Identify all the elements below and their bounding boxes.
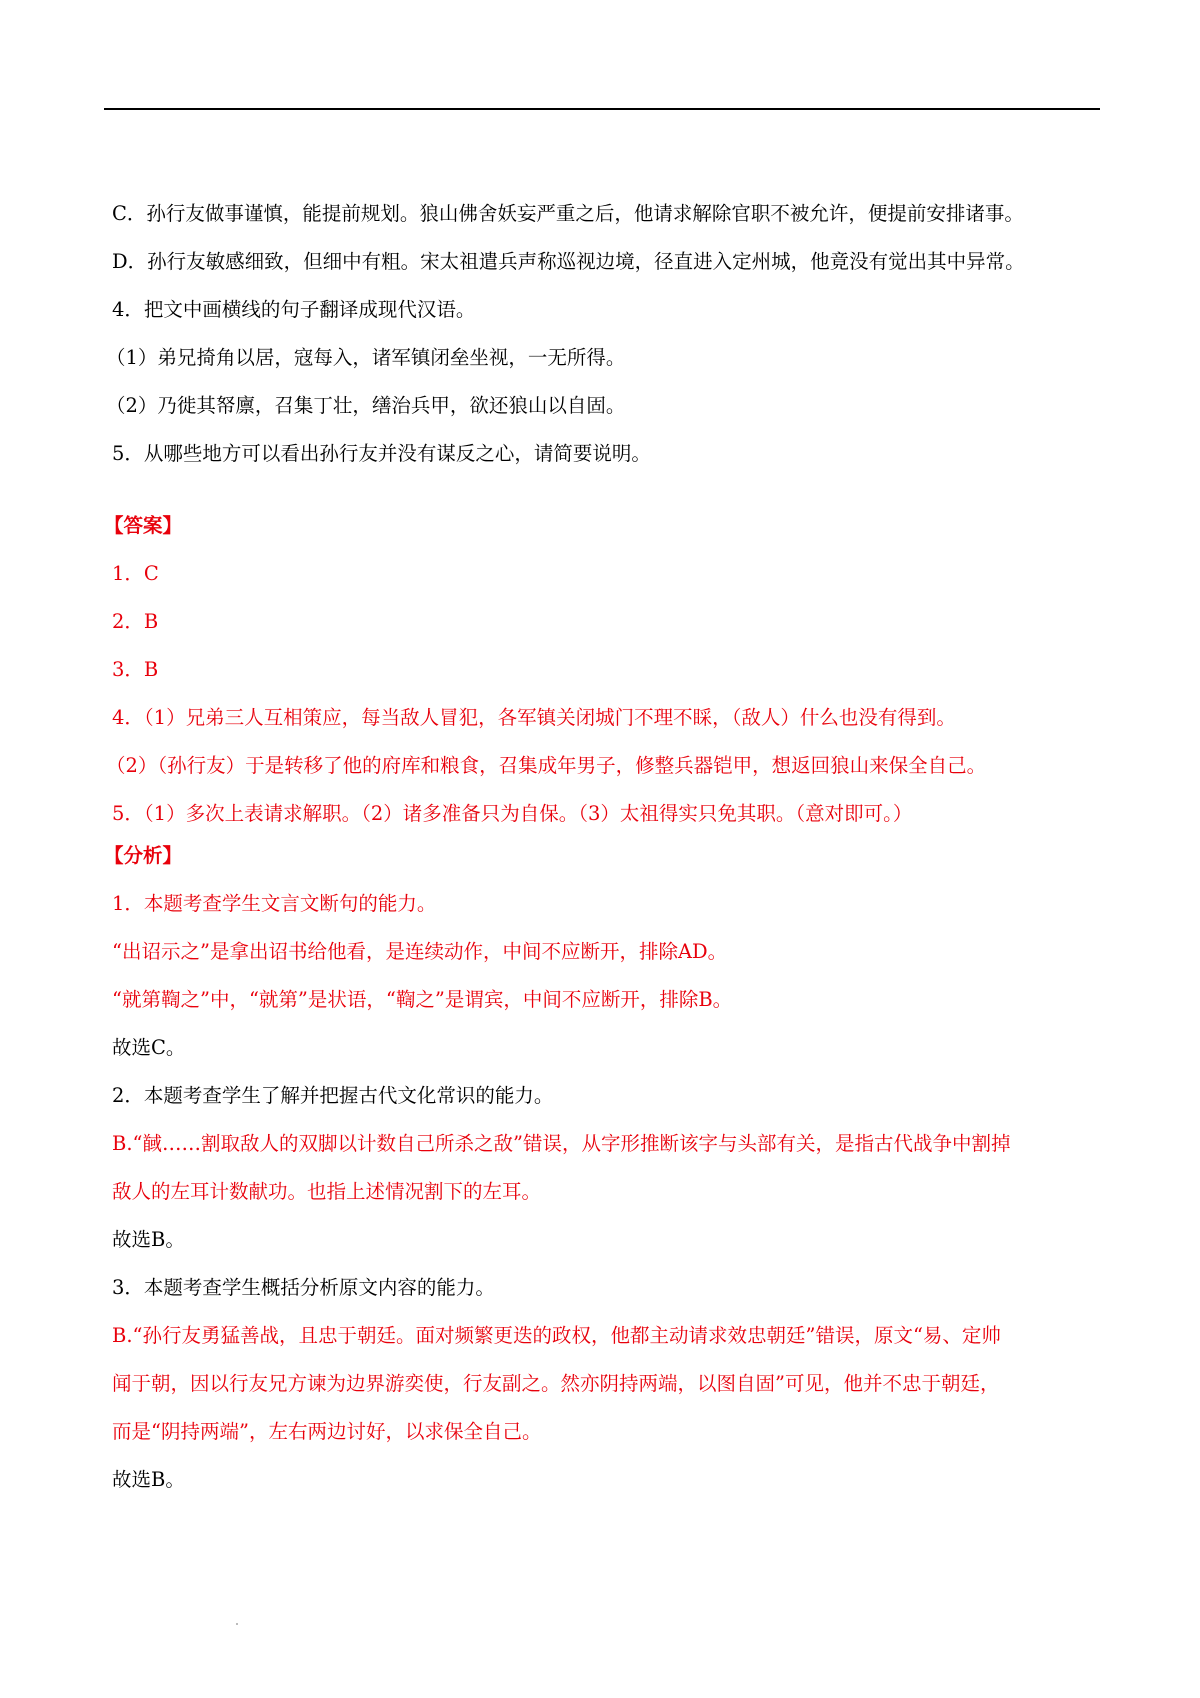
answer-4-part-2: （2）（孙行友）于是转移了他的府库和粮食，召集成年男子，修整兵器铠甲，想返回狼山来保全自己。: [106, 754, 987, 777]
analysis-q2-title: 2．本题考查学生了解并把握古代文化常识的能力。: [112, 1084, 554, 1107]
answer-heading: 【答案】: [104, 514, 183, 537]
analysis-q2-body-line-2: 敌人的左耳计数献功。也指上述情况割下的左耳。: [112, 1180, 542, 1203]
question-5-prompt: 5．从哪些地方可以看出孙行友并没有谋反之心，请简要说明。: [112, 442, 651, 465]
question-4-item-1: （1）弟兄掎角以居，寇每入，诸军镇闭垒坐视，一无所得。: [106, 346, 626, 369]
option-d: D．孙行友敏感细致，但细中有粗。宋太祖遣兵声称巡视边境，径直进入定州城，他竟没有觉出其中异常。: [112, 250, 1025, 273]
footer-dot: [236, 1623, 238, 1625]
header-rule: [104, 108, 1100, 110]
analysis-q3-body-line-1: B.“孙行友勇猛善战，且忠于朝廷。面对频繁更迭的政权，他都主动请求效忠朝廷”错误，原文“易、定帅: [112, 1324, 1001, 1347]
section-gap: [112, 488, 1100, 512]
analysis-q3-body-line-2: 闻于朝，因以行友兄方谏为边界游奕使，行友副之。然亦阴持两端，以图自固”可见，他并不忠于朝廷，: [112, 1372, 1000, 1395]
analysis-q3-body-line-3: 而是“阴持两端”，左右两边讨好，以求保全自己。: [112, 1420, 542, 1443]
answer-3: 3．B: [112, 658, 159, 681]
analysis-q1-line-1: “出诏示之”是拿出诏书给他看，是连续动作，中间不应断开，排除AD。: [112, 940, 728, 963]
analysis-q1-title: 1．本题考查学生文言文断句的能力。: [112, 892, 437, 915]
analysis-q3-body: [112, 1322, 1100, 1446]
analysis-q2-body: [112, 1130, 1100, 1206]
analysis-q1-conclusion: 故选C。: [112, 1036, 186, 1059]
answer-1: 1．C: [112, 562, 159, 585]
analysis-heading: 【分析】: [104, 844, 183, 867]
analysis-q1-line-2: “就第鞫之”中，“就第”是状语，“鞫之”是谓宾，中间不应断开，排除B。: [112, 988, 733, 1011]
document-body: [104, 200, 1100, 1514]
analysis-q3-conclusion: 故选B。: [112, 1468, 185, 1491]
answer-2: 2．B: [112, 610, 159, 633]
option-c: C．孙行友做事谨慎，能提前规划。狼山佛舍妖妄严重之后，他请求解除官职不被允许，便提前安排诸事。: [112, 202, 1024, 225]
analysis-q2-body-line-1: B.“馘……割取敌人的双脚以计数自己所杀之敌”错误，从字形推断该字与头部有关，是指古代战争中割掉: [112, 1132, 1011, 1155]
answer-5: 5．（1）多次上表请求解职。（2）诸多准备只为自保。（3）太祖得实只免其职。（意对即可。）: [112, 802, 913, 825]
question-4-prompt: 4．把文中画横线的句子翻译成现代汉语。: [112, 298, 476, 321]
analysis-q3-title: 3．本题考查学生概括分析原文内容的能力。: [112, 1276, 495, 1299]
question-4-item-2: （2）乃徙其帑廪，召集丁壮，缮治兵甲，欲还狼山以自固。: [106, 394, 626, 417]
analysis-q2-conclusion: 故选B。: [112, 1228, 185, 1251]
answer-4-part-1: 4．（1）兄弟三人互相策应，每当敌人冒犯，各军镇关闭城门不理不睬，（敌人）什么也没有得到。: [112, 706, 956, 729]
